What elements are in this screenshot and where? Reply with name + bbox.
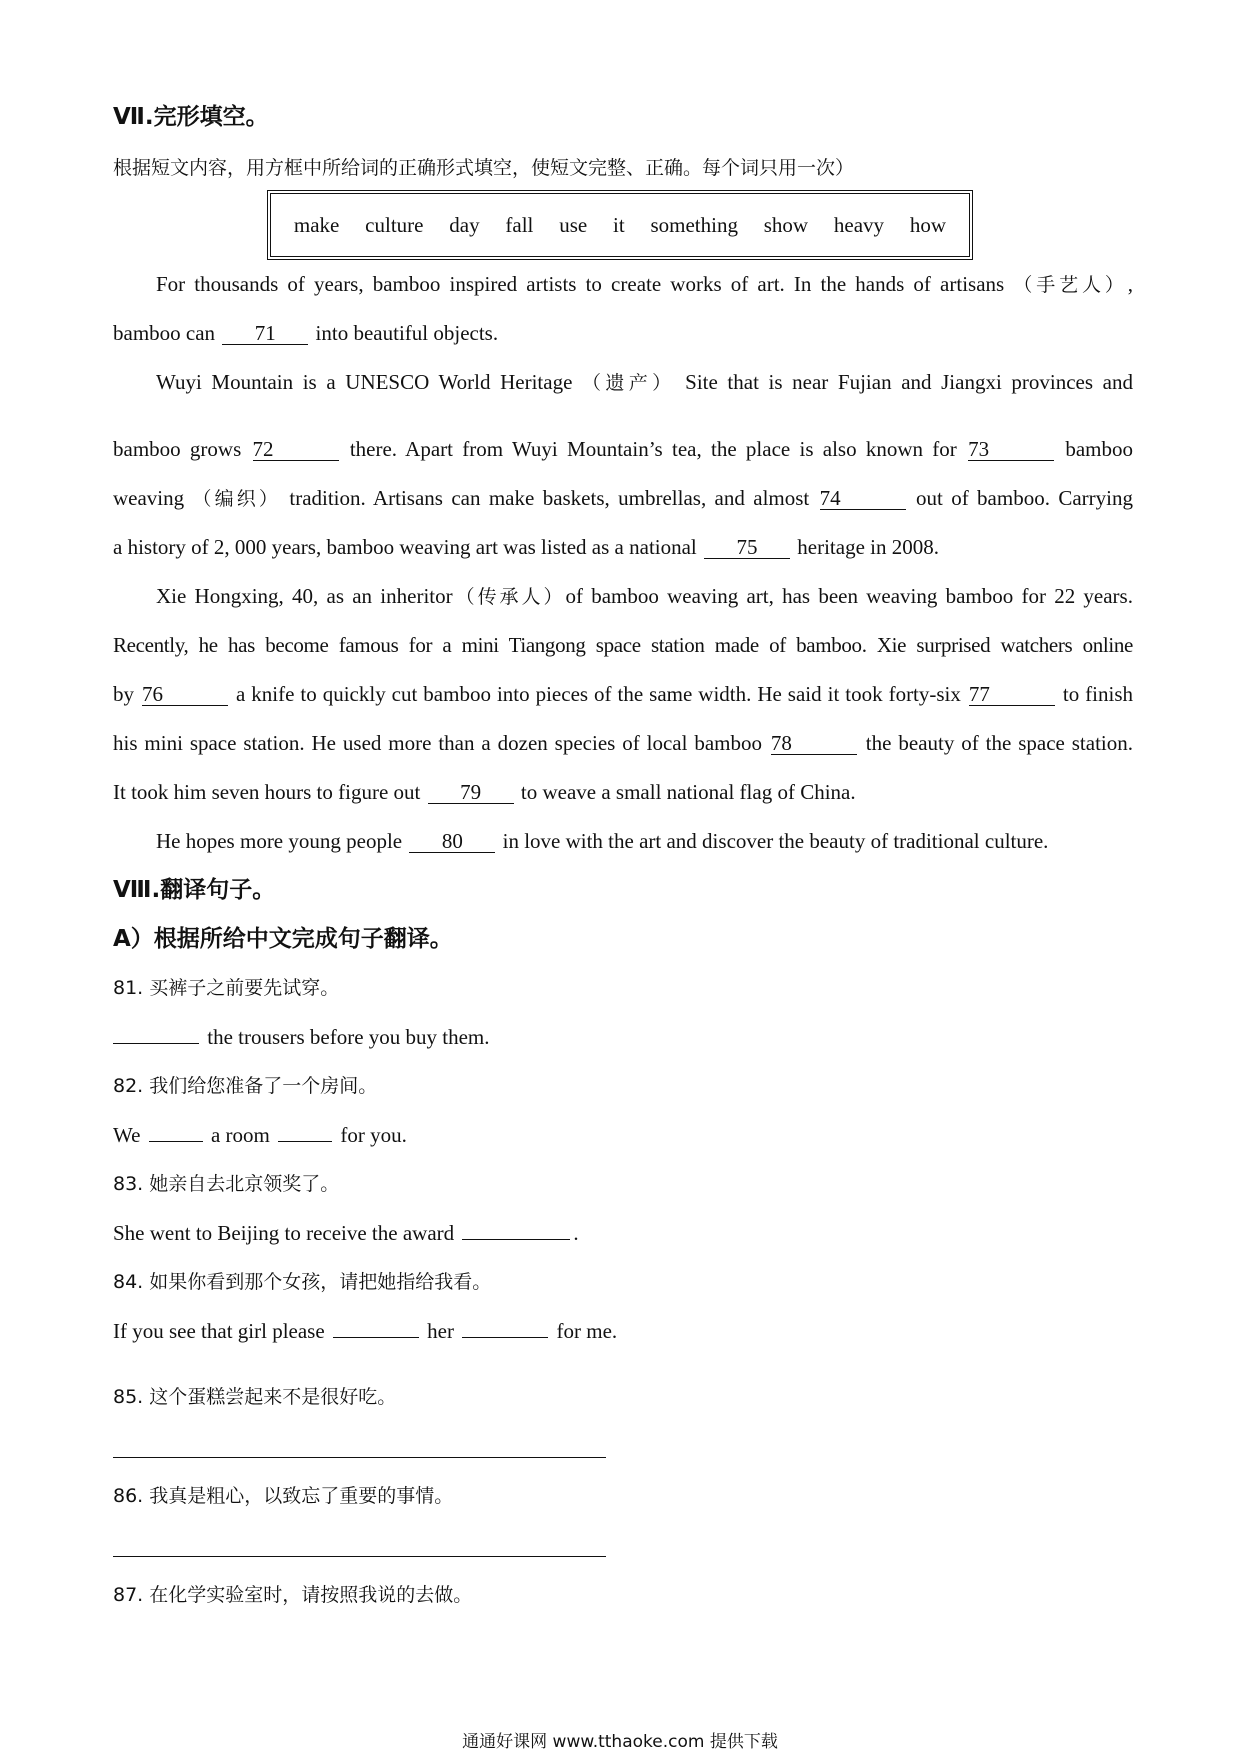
q83-text: . — [573, 1221, 579, 1245]
p3-line-4 — [113, 729, 1133, 757]
blank-76[interactable]: 76 — [142, 683, 228, 706]
q83-blank[interactable] — [462, 1219, 570, 1240]
word-bank-box — [270, 193, 970, 257]
p2-text: Site that is near Fujian and Jiangxi provinces and — [675, 370, 1133, 394]
p3-text: It took him seven hours to figure out — [113, 780, 426, 804]
q81-prompt: 81. 买裤子之前要先试穿。 — [113, 977, 340, 999]
word-bank-item: culture — [365, 212, 424, 237]
p2-text: bamboo grows — [113, 437, 251, 461]
q81-text: the trousers before you buy them. — [202, 1025, 490, 1049]
q82-blank-2[interactable] — [278, 1121, 332, 1142]
p1-text: For thousands of years, bamboo inspired artists to create works of art. In the hands of artisans — [156, 272, 1014, 296]
p3-text: the beauty of the space station. — [858, 731, 1133, 755]
q81-sentence — [113, 1023, 1133, 1051]
q84-text: for me. — [551, 1319, 618, 1343]
p1-text: bamboo can — [113, 321, 221, 345]
q83-sentence — [113, 1219, 1133, 1247]
blank-73[interactable]: 73 — [968, 438, 1054, 461]
q82-sentence — [113, 1121, 1133, 1149]
p2-text: bamboo — [1056, 437, 1134, 461]
q82-text: for you. — [335, 1123, 407, 1147]
p3-line-1 — [156, 582, 1133, 611]
p4-text: He hopes more young people — [156, 829, 408, 853]
blank-78[interactable]: 78 — [771, 732, 857, 755]
q81-blank[interactable] — [113, 1023, 199, 1044]
word-bank-item: something — [650, 212, 738, 237]
q85-prompt: 85. 这个蛋糕尝起来不是很好吃。 — [113, 1386, 397, 1408]
p3-text: to weave a small national flag of China. — [515, 780, 856, 804]
q83-text: She went to Beijing to receive the award — [113, 1221, 460, 1245]
p1-line-1 — [156, 270, 1133, 299]
blank-72[interactable]: 72 — [253, 438, 339, 461]
q82-prompt: 82. 我们给您准备了一个房间。 — [113, 1075, 378, 1097]
p3-cn-gloss: （传承人） — [452, 586, 566, 608]
q82-text: We — [113, 1123, 146, 1147]
q86-answer-line[interactable] — [113, 1556, 606, 1557]
p3-line-3 — [113, 680, 1133, 708]
p2-text: heritage in 2008. — [792, 535, 939, 559]
p1-cn-gloss: （手艺人） — [1013, 274, 1128, 296]
word-bank-item: day — [449, 212, 480, 237]
p2-text: out of bamboo. Carrying — [907, 486, 1133, 510]
p2-cn-gloss: （编织） — [192, 488, 281, 510]
q84-text: If you see that girl please — [113, 1319, 330, 1343]
word-bank-item: show — [763, 212, 809, 237]
p3-text: to finish — [1056, 682, 1134, 706]
p1-text: into beautiful objects. — [310, 321, 499, 345]
word-bank-item: heavy — [833, 212, 885, 237]
p3-text: Xie Hongxing, 40, as an inheritor — [156, 584, 453, 608]
p2-text: there. Apart from Wuyi Mountain’s tea, the place is also known for — [340, 437, 967, 461]
q87-prompt: 87. 在化学实验室时，请按照我说的去做。 — [113, 1584, 473, 1606]
p1-text: , — [1127, 272, 1133, 296]
q84-blank-2[interactable] — [462, 1317, 548, 1338]
q83-prompt: 83. 她亲自去北京领奖了。 — [113, 1173, 340, 1195]
q84-sentence — [113, 1317, 1133, 1345]
p3-text: of bamboo weaving art, has been weaving bamboo for 22 years. — [565, 584, 1133, 608]
word-bank-item: use — [559, 212, 588, 237]
p2-text: tradition. Artisans can make baskets, umbrellas, and almost — [281, 486, 818, 510]
blank-77[interactable]: 77 — [969, 683, 1055, 706]
p4-text: in love with the art and discover the beauty of traditional culture. — [497, 829, 1049, 853]
section-7-instruction: 根据短文内容，用方框中所给词的正确形式填空，使短文完整、正确。每个词只用一次） — [113, 157, 855, 179]
section-7-title: Ⅶ.完形填空。 — [113, 104, 269, 130]
word-bank-item: make — [293, 212, 340, 237]
blank-80[interactable]: 80 — [409, 830, 495, 853]
q82-text: a room — [205, 1123, 276, 1147]
word-bank-item: fall — [505, 212, 534, 237]
q84-prompt: 84. 如果你看到那个女孩，请把她指给我看。 — [113, 1271, 492, 1293]
blank-74[interactable]: 74 — [820, 487, 906, 510]
p2-text: Wuyi Mountain is a UNESCO World Heritage — [156, 370, 583, 394]
p4-line-1 — [156, 827, 1133, 855]
p3-text: by — [113, 682, 140, 706]
p3-text: his mini space station. He used more than a dozen species of local bamboo — [113, 731, 769, 755]
q86-prompt: 86. 我真是粗心，以致忘了重要的事情。 — [113, 1485, 454, 1507]
q84-blank-1[interactable] — [333, 1317, 419, 1338]
word-bank-item: it — [612, 212, 625, 237]
p1-line-2 — [113, 319, 1133, 347]
blank-71[interactable]: 71 — [222, 322, 308, 345]
p2-line-3 — [113, 484, 1133, 513]
p2-text: a history of 2, 000 years, bamboo weaving art was listed as a national — [113, 535, 703, 559]
page-footer: 通通好课网 www.tthaoke.com 提供下载 — [462, 1732, 778, 1752]
p3-line-5 — [113, 778, 1133, 806]
p2-text: weaving — [113, 486, 193, 510]
q85-answer-line[interactable] — [113, 1457, 606, 1458]
word-bank-item: how — [909, 212, 947, 237]
section-8-subtitle: A）根据所给中文完成句子翻译。 — [113, 926, 453, 952]
p2-line-2 — [113, 435, 1133, 463]
p3-text: a knife to quickly cut bamboo into pieces of the same width. He said it took forty-six — [229, 682, 967, 706]
q84-text: her — [421, 1319, 460, 1343]
p2-line-4 — [113, 533, 1133, 561]
p2-line-1 — [156, 368, 1133, 397]
q82-blank-1[interactable] — [149, 1121, 203, 1142]
p2-cn-gloss: （遗产） — [582, 372, 676, 394]
p3-line-2: Recently, he has become famous for a mini Tiangong space station made of bamboo. Xie surprised watchers online — [113, 633, 1133, 657]
blank-79[interactable]: 79 — [428, 781, 514, 804]
section-8-title: Ⅷ.翻译句子。 — [113, 877, 276, 903]
blank-75[interactable]: 75 — [704, 536, 790, 559]
